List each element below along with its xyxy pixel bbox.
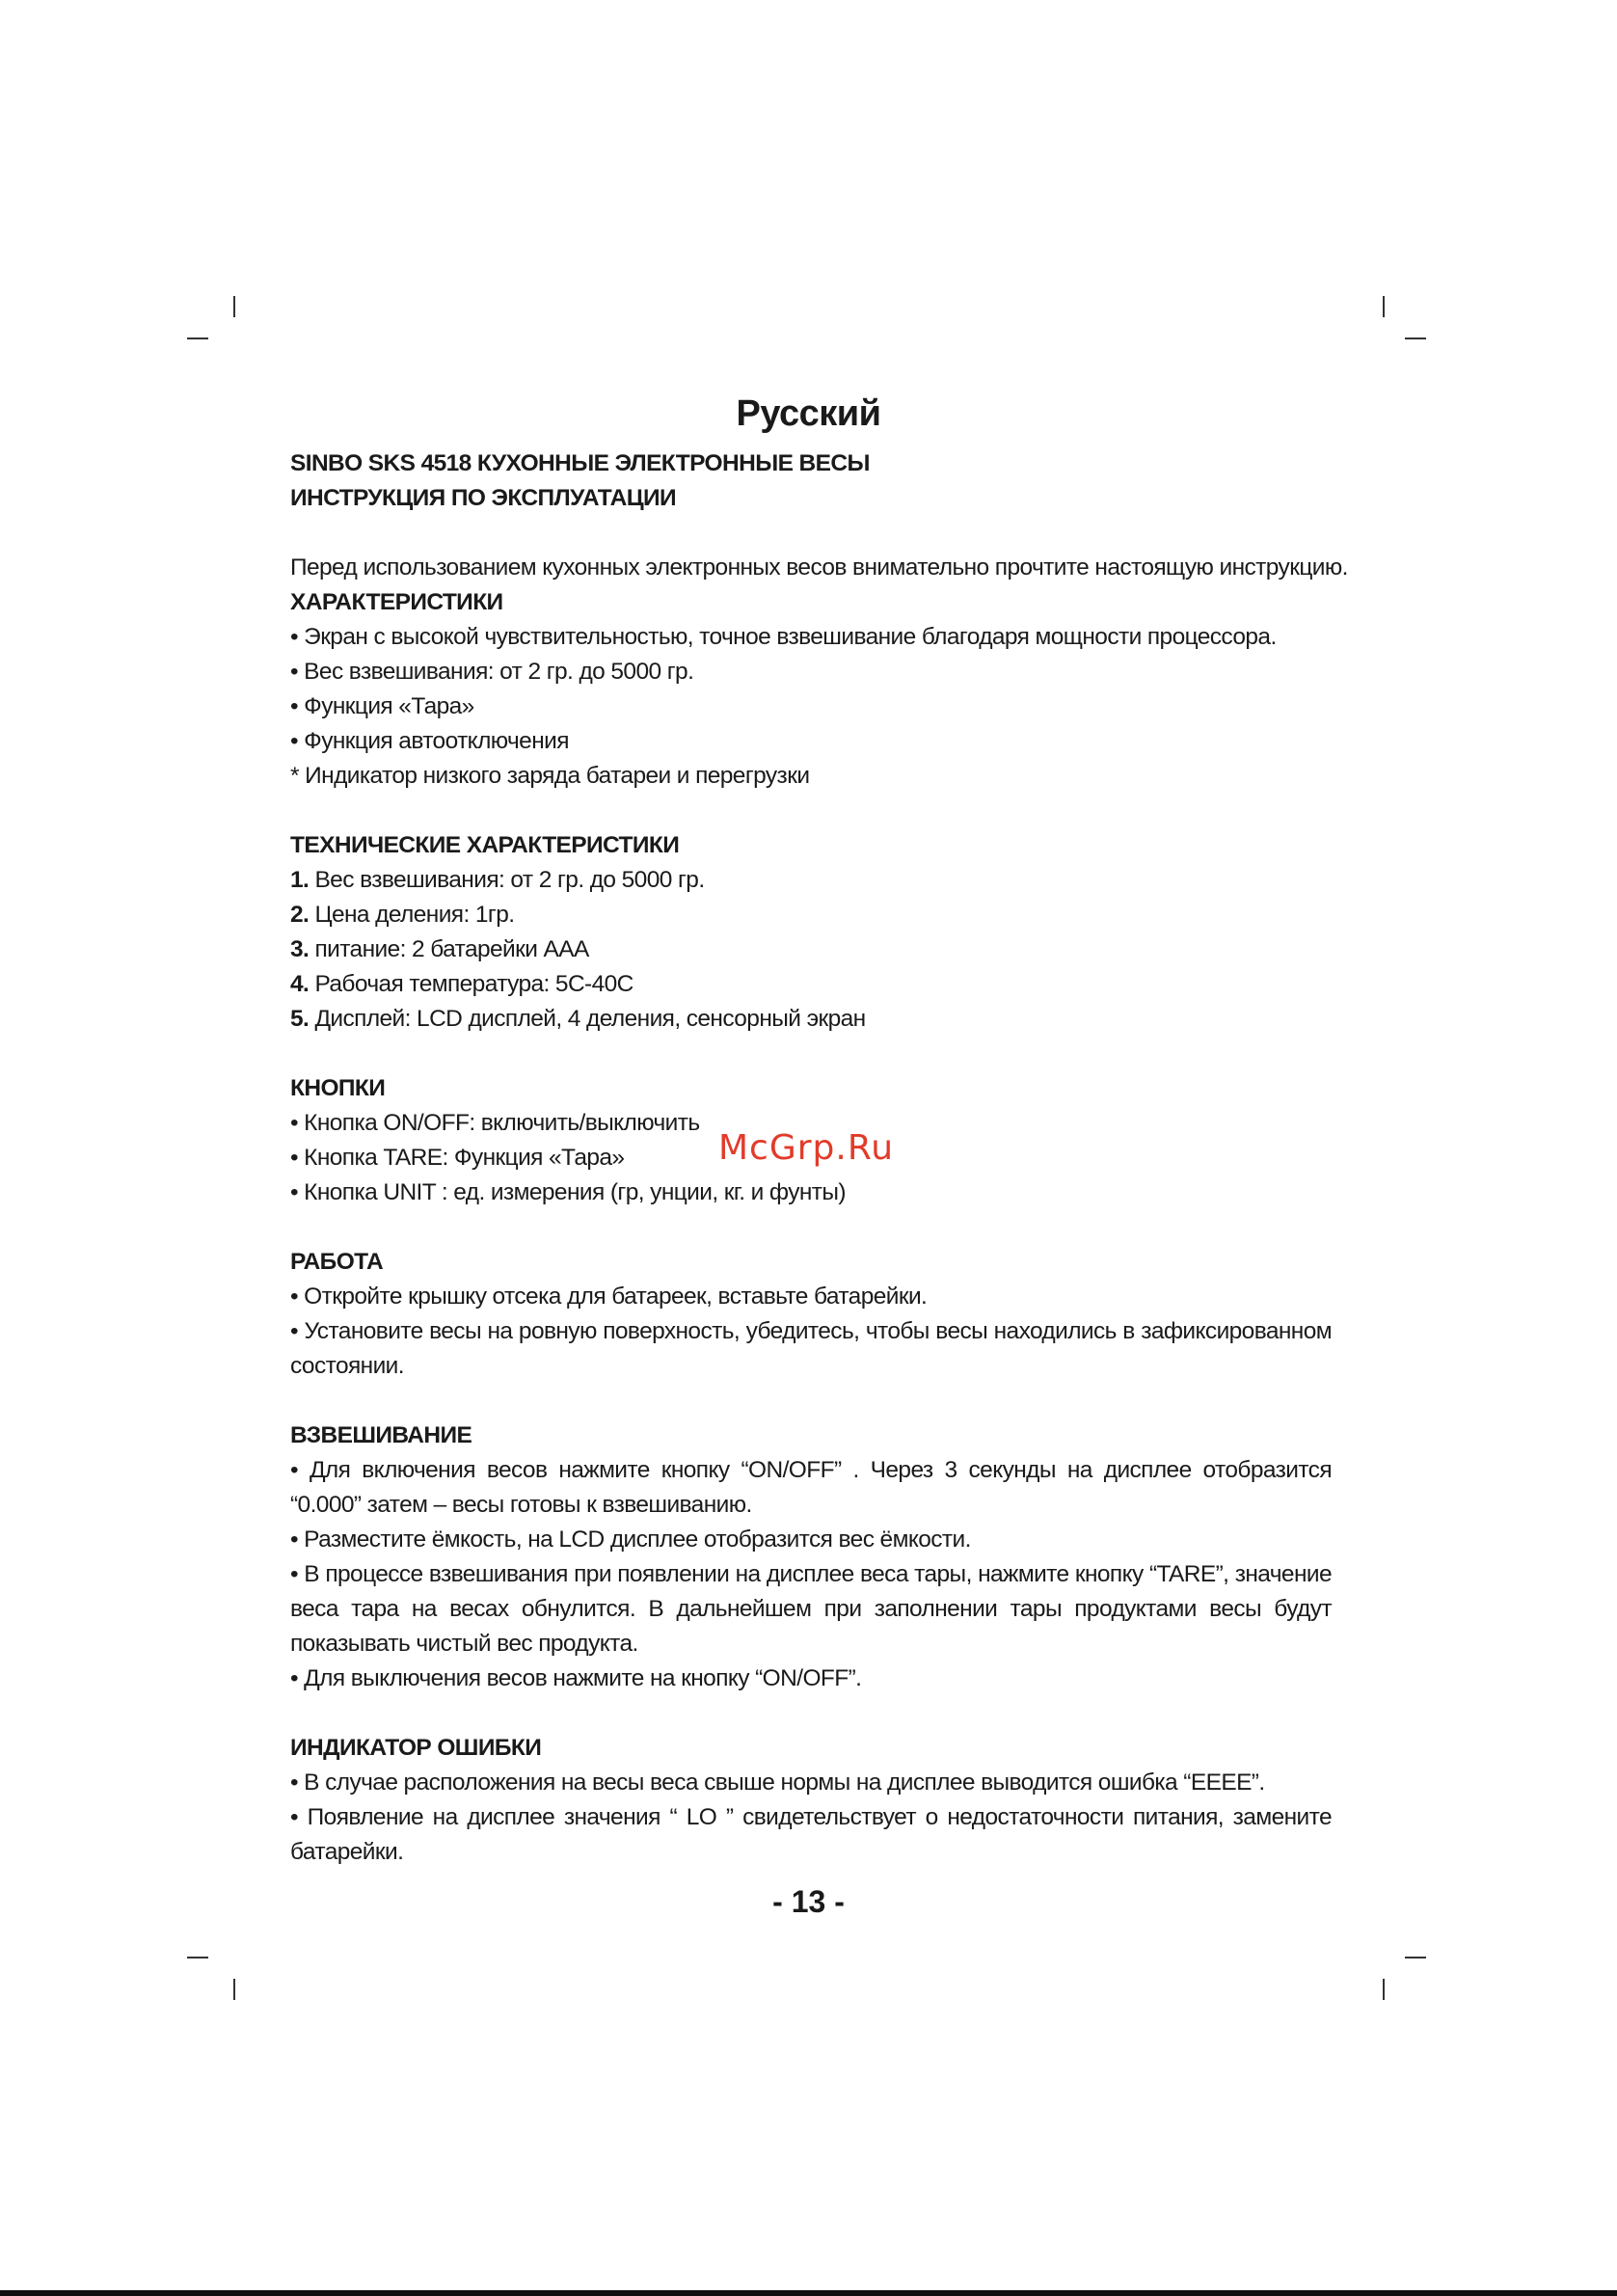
crop-mark-top-left-vertical [233,296,235,317]
spec-item [290,898,1332,932]
list-item: • Вес взвешивания: от 2 гр. до 5000 гр. [290,659,694,685]
list-item: • Для выключения весов нажмите на кнопку “ON/OFF”. [290,1665,862,1691]
operation-heading: РАБОТА [290,1249,384,1275]
crop-mark-bottom-right-horizontal [1405,1957,1426,1958]
bottom-edge-bar [0,2290,1617,2296]
crop-mark-bottom-left-vertical [233,1979,235,2000]
list-item: • В случае расположения на весы веса свыше нормы на дисплее выводится ошибка “EEEE”. [290,1769,1265,1796]
spacer [290,1384,1332,1418]
weighing-heading: ВЗВЕШИВАНИЕ [290,1422,472,1448]
list-item: • В процессе взвешивания при появлении на дисплее веса тары, нажмите кнопку “TARE”, значение веса тара на весах обнулится. В дальнейшем при заполнении тары продуктами весы будут показывать чистый вес продукта. [290,1561,1332,1657]
spacer [290,1037,1332,1071]
spacer [290,1210,1332,1245]
list-item: • Функция автоотключения [290,728,569,754]
list-item: • Откройте крышку отсека для батареек, вставьте батарейки. [290,1283,928,1310]
list-item: • Для включения весов нажмите кнопку “ON/OFF” . Через 3 секунды на дисплее отобразится “0.000” затем – весы готовы к взвешиванию. [290,1457,1332,1518]
crop-mark-top-right-vertical [1383,296,1385,317]
spec-item [290,1002,1332,1037]
errors-heading: ИНДИКАТОР ОШИБКИ [290,1735,542,1761]
list-item: • Установите весы на ровную поверхность, убедитесь, чтобы весы находились в зафиксированном состоянии. [290,1318,1332,1379]
spacer [290,516,1332,551]
watermark: McGrp.Ru [718,1128,895,1168]
list-item: • Функция «Тара» [290,693,474,719]
list-item: • Разместите ёмкость, на LCD дисплее отобразится вес ёмкости. [290,1526,971,1553]
product-title: SINBO SKS 4518 КУХОННЫЕ ЭЛЕКТРОННЫЕ ВЕСЫ [290,450,870,476]
manual-subtitle: ИНСТРУКЦИЯ ПО ЭКСПЛУАТАЦИИ [290,485,677,511]
spec-item [290,863,1332,898]
spec-number: 4. [290,971,310,997]
spec-item [290,967,1332,1002]
spec-text: питание: 2 батарейки AAA [309,936,589,962]
crop-mark-bottom-left-horizontal [187,1957,208,1958]
spacer [290,1696,1332,1731]
specs-heading: ТЕХНИЧЕСКИЕ ХАРАКТЕРИСТИКИ [290,832,680,858]
list-item: • Экран с высокой чувствительностью, точное взвешивание благодаря мощности процессора. [290,624,1277,650]
list-item: • Кнопка TARE: Функция «Тара» [290,1145,625,1171]
features-heading: ХАРАКТЕРИСТИКИ [290,589,503,615]
spec-text: Дисплей: LCD дисплей, 4 деления, сенсорный экран [309,1006,866,1032]
list-item: • Кнопка ON/OFF: включить/выключить [290,1110,700,1136]
spec-item [290,932,1332,967]
page-number: - 13 - [772,1884,845,1919]
list-item: • Появление на дисплее значения “ LO ” свидетельствует о недостаточности питания, замените батарейки. [290,1804,1332,1865]
crop-mark-bottom-right-vertical [1383,1979,1385,2000]
crop-mark-top-left-horizontal [187,338,208,339]
page-title: Русский [736,393,881,434]
spec-number: 3. [290,936,310,962]
buttons-heading: КНОПКИ [290,1075,386,1101]
spec-text: Рабочая температура: 5C-40C [309,971,633,997]
spec-number: 1. [290,867,310,893]
intro-text: Перед использованием кухонных электронных весов внимательно прочтите настоящую инструкцию. [290,554,1348,581]
list-item: • Кнопка UNIT : ед. измерения (гр, унции, кг. и фунты) [290,1179,846,1205]
spec-number: 5. [290,1006,310,1032]
list-item: * Индикатор низкого заряда батареи и перегрузки [290,763,810,789]
crop-mark-top-right-horizontal [1405,338,1426,339]
spec-number: 2. [290,902,310,928]
spec-text: Цена деления: 1гр. [309,902,515,928]
spec-text: Вес взвешивания: от 2 гр. до 5000 гр. [309,867,705,893]
spacer [290,794,1332,828]
